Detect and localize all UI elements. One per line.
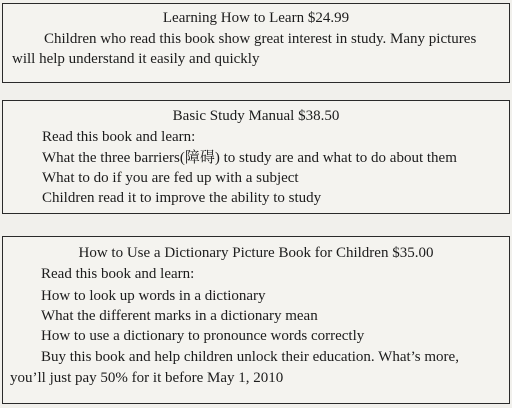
book-intro-line: Read this book and learn: [42,129,196,145]
book-description-line: will help understand it easily and quickly [12,51,260,67]
book-description-line: Children who read this book show great interest in study. Many pictures [44,31,477,47]
book-ad-basic-study-manual [2,100,510,214]
book-bullet-line: Children read it to improve the ability to study [42,190,322,206]
book-ad-dictionary-picture-book [2,236,510,404]
book-bullet-line: How to use a dictionary to pronounce words correctly [41,328,365,344]
book-bullet-line: What the three barriers(障碍) to study are and what to do about them [42,150,457,166]
book-promo-line: you’ll just pay 50% for it before May 1, 2010 [10,370,284,386]
book-bullet-line: What to do if you are fed up with a subject [42,170,299,186]
book-ad-learning-how-to-learn [2,3,510,83]
book-title: How to Use a Dictionary Picture Book for Children $35.00 [78,245,434,261]
book-title: Basic Study Manual $38.50 [172,108,340,124]
book-promo-line: Buy this book and help children unlock their education. What’s more, [41,349,459,365]
book-bullet-line: What the different marks in a dictionary mean [41,308,318,324]
book-intro-line: Read this book and learn: [41,266,195,282]
book-title: Learning How to Learn $24.99 [162,10,350,26]
book-bullet-line: How to look up words in a dictionary [41,288,266,304]
